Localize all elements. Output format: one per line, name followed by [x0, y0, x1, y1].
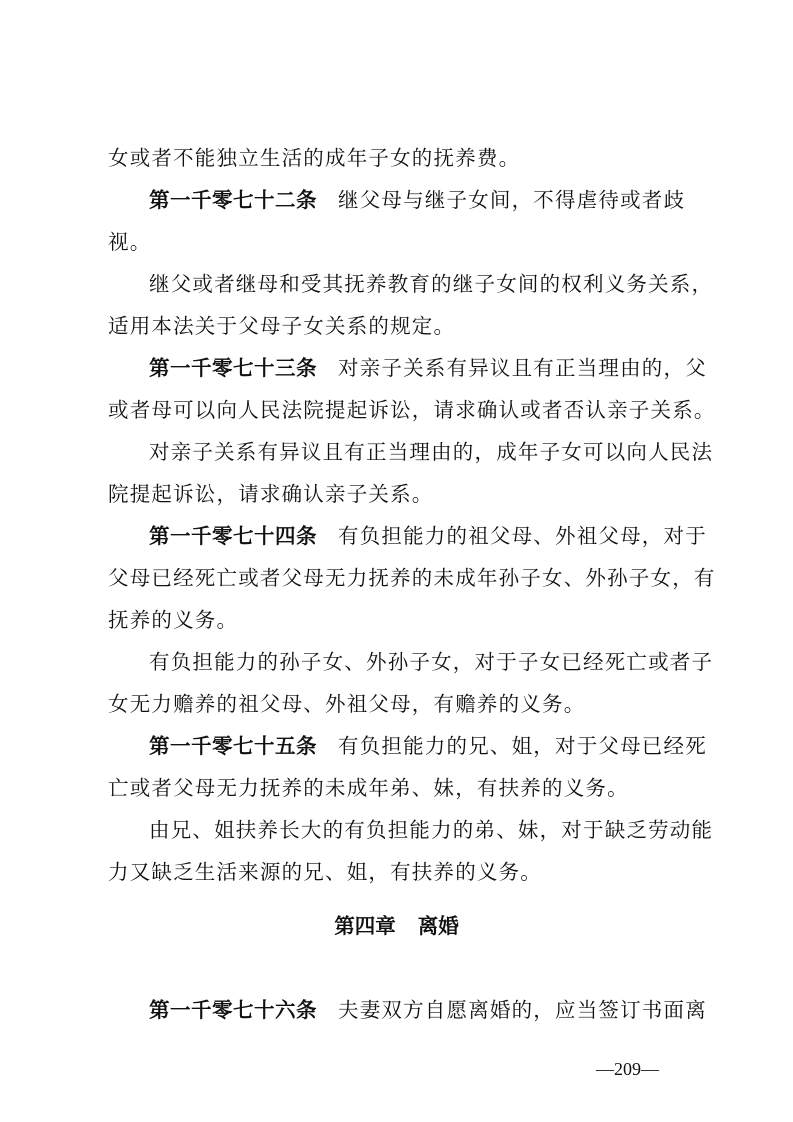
page-number: —209—	[596, 1059, 659, 1079]
article-text: 对亲子关系有异议且有正当理由的，父	[338, 356, 707, 380]
article-1073-line	[149, 354, 707, 382]
article-text: 夫妻双方自愿离婚的，应当签订书面离	[338, 998, 707, 1022]
chapter-title: 离婚	[417, 914, 459, 938]
article-text: 有负担能力的兄、姐，对于父母已经死	[338, 734, 707, 758]
paragraph-line: 女或者不能独立生活的成年子女的抚养费。	[108, 146, 521, 170]
paragraph-line: 或者母可以向人民法院提起诉讼，请求确认或者否认亲子关系。	[108, 398, 716, 422]
paragraph-line: 有负担能力的孙子女、外孙子女，对于子女已经死亡或者子	[149, 650, 714, 674]
chapter-heading	[0, 912, 793, 940]
paragraph-line: 院提起诉讼，请求确认亲子关系。	[108, 482, 434, 506]
chapter-number: 第四章	[334, 914, 396, 938]
article-number: 第一千零七十三条	[149, 356, 317, 380]
article-number: 第一千零七十二条	[149, 188, 317, 212]
article-1075-line	[149, 732, 707, 760]
paragraph-line: 由兄、姐扶养长大的有负担能力的弟、妹，对于缺乏劳动能	[149, 818, 714, 842]
paragraph-line: 力又缺乏生活来源的兄、姐，有扶养的义务。	[108, 860, 542, 884]
article-1074-line	[149, 522, 707, 550]
paragraph-line: 父母已经死亡或者父母无力抚养的未成年孙子女、外孙子女，有	[108, 566, 716, 590]
paragraph-line: 对亲子关系有异议且有正当理由的，成年子女可以向人民法	[149, 440, 714, 464]
paragraph-line: 亡或者父母无力抚养的未成年弟、妹，有扶养的义务。	[108, 776, 629, 800]
article-text: 继父母与继子女间，不得虐待或者歧	[338, 188, 686, 212]
paragraph-line: 适用本法关于父母子女关系的规定。	[108, 314, 456, 338]
paragraph-line: 继父或者继母和受其抚养教育的继子女间的权利义务关系，	[149, 272, 714, 296]
article-1072-line	[149, 186, 685, 214]
article-number: 第一千零七十六条	[149, 998, 317, 1022]
article-text: 有负担能力的祖父母、外祖父母，对于	[338, 524, 707, 548]
article-1076-line	[149, 996, 707, 1024]
article-number: 第一千零七十五条	[149, 734, 317, 758]
article-number: 第一千零七十四条	[149, 524, 317, 548]
paragraph-line: 视。	[108, 230, 152, 254]
paragraph-line: 女无力赡养的祖父母、外祖父母，有赡养的义务。	[108, 692, 586, 716]
paragraph-line: 抚养的义务。	[108, 608, 239, 632]
